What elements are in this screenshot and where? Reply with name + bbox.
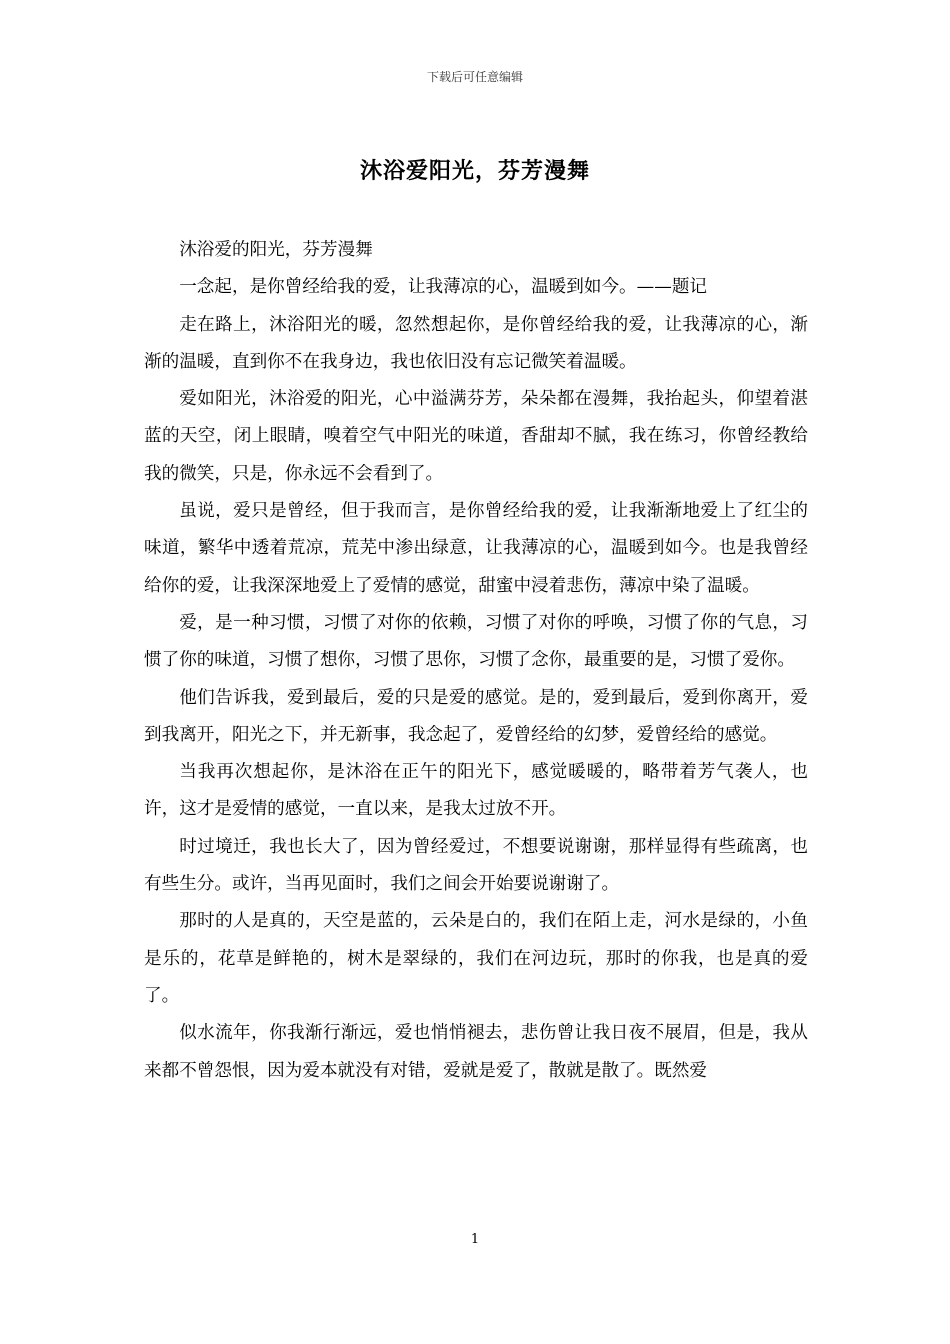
paragraph: 那时的人是真的，天空是蓝的，云朵是白的，我们在陌上走，河水是绿的，小鱼是乐的，花草是鲜艳的，树木是翠绿的，我们在河边玩，那时的你我，也是真的爱了。 <box>144 911 808 1006</box>
paragraph: 时过境迁，我也长大了，因为曾经爱过，不想要说谢谢，那样显得有些疏离，也有些生分。或许，当再见面时，我们之间会开始要说谢谢了。 <box>144 836 808 895</box>
paragraph: 一念起，是你曾经给我的爱，让我薄凉的心，温暖到如今。——题记 <box>179 277 708 298</box>
paragraph: 虽说，爱只是曾经，但于我而言，是你曾经给我的爱，让我渐渐地爱上了红尘的味道，繁华中透着荒凉，荒芜中渗出绿意，让我薄凉的心，温暖到如今。也是我曾经给你的爱，让我深深地爱上了爱情的感觉，甜蜜中浸着悲伤，薄凉中染了温暖。 <box>144 501 808 596</box>
header-note: 下载后可任意编辑 <box>426 70 523 84</box>
paragraph: 爱，是一种习惯，习惯了对你的依赖，习惯了对你的呼唤，习惯了你的气息，习惯了你的味道，习惯了想你，习惯了思你，习惯了念你，最重要的是，习惯了爱你。 <box>144 612 808 671</box>
paragraph: 似水流年，你我渐行渐远，爱也悄悄褪去，悲伤曾让我日夜不展眉，但是，我从来都不曾怨恨，因为爱本就没有对错，爱就是爱了，散就是散了。既然爱 <box>144 1023 808 1081</box>
paragraph: 当我再次想起你，是沐浴在正午的阳光下，感觉暖暖的，略带着芳气袭人，也许，这才是爱情的感觉，一直以来，是我太过放不开。 <box>144 762 808 820</box>
paragraph: 沐浴爱的阳光，芬芳漫舞 <box>179 240 373 260</box>
document-body <box>144 232 808 1090</box>
page-number: 1 <box>470 1232 480 1247</box>
document-title: 沐浴爱阳光，芬芳漫舞 <box>359 158 590 184</box>
paragraph: 爱如阳光，沐浴爱的阳光，心中溢满芬芳，朵朵都在漫舞，我抬起头，仰望着湛蓝的天空，闭上眼睛，嗅着空气中阳光的味道，香甜却不腻，我在练习，你曾经教给我的微笑，只是，你永远不会看到了。 <box>144 389 808 484</box>
paragraph: 他们告诉我，爱到最后，爱的只是爱的感觉。是的，爱到最后，爱到你离开，爱到我离开，阳光之下，并无新事，我念起了，爱曾经给的幻梦，爱曾经给的感觉。 <box>144 687 808 745</box>
paragraph: 走在路上，沐浴阳光的暖，忽然想起你，是你曾经给我的爱，让我薄凉的心，渐渐的温暖，直到你不在我身边，我也依旧没有忘记微笑着温暖。 <box>144 314 808 372</box>
